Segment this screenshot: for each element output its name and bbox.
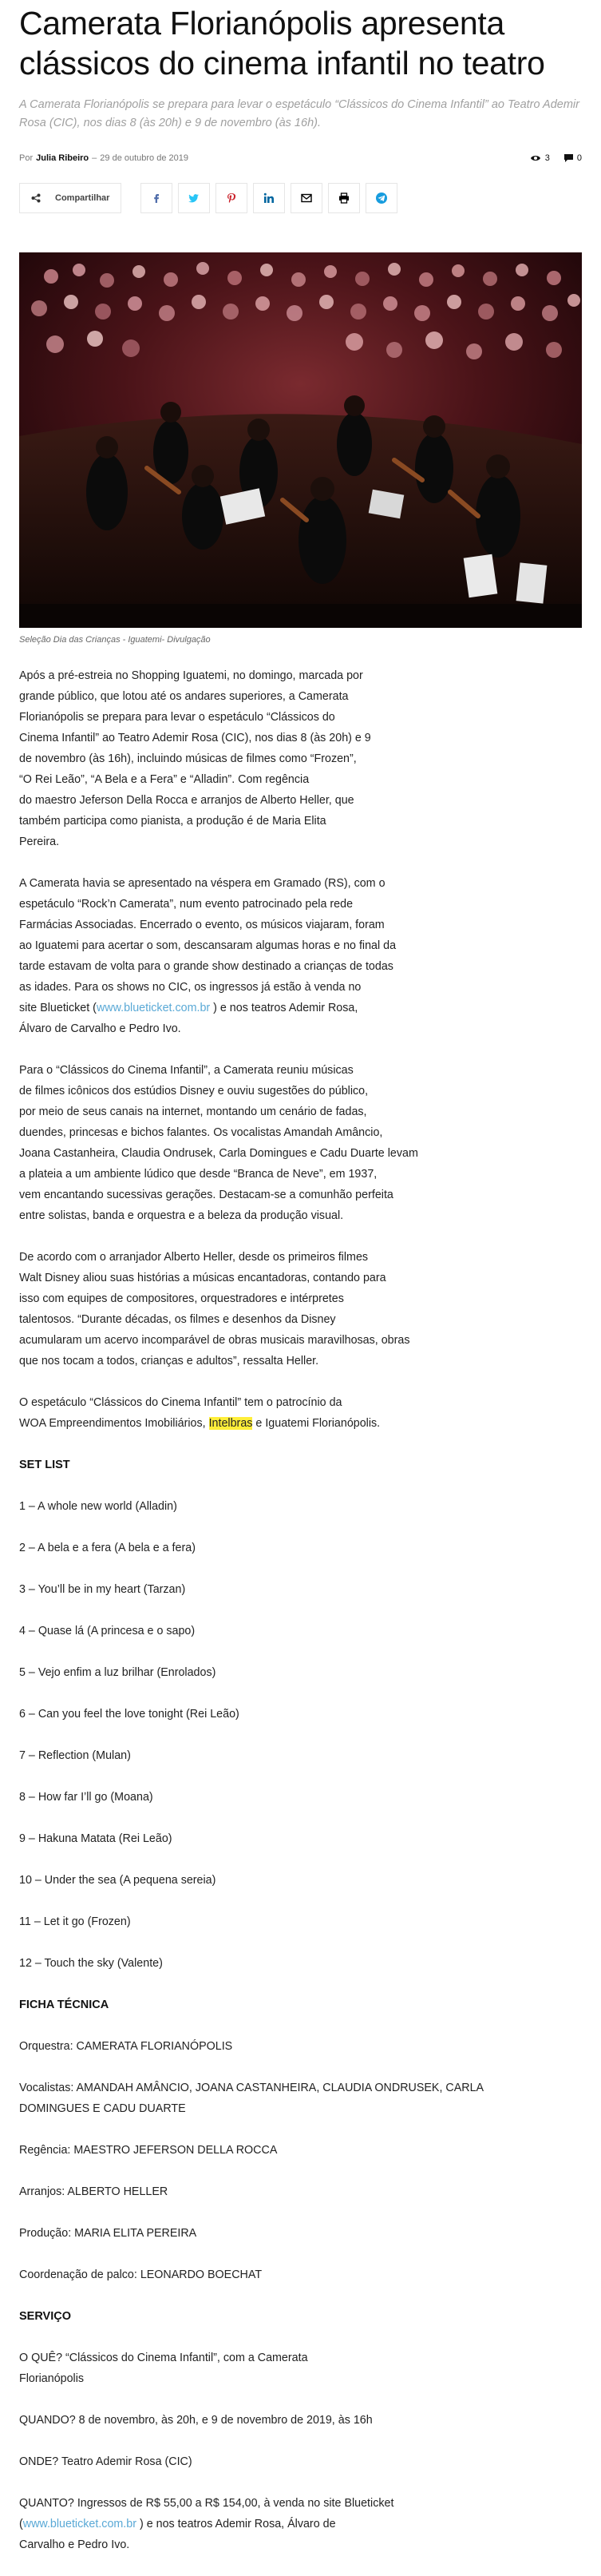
servico-heading: SERVIÇO — [19, 2310, 72, 2323]
comments-value: 0 — [576, 153, 582, 163]
text-line: que nos tocam a todos, crianças e adultos”, ressalta Heller. — [19, 1355, 319, 1367]
twitter-icon — [188, 192, 200, 204]
text-line: Após a pré-estreia no Shopping Iguatemi, no domingo, marcada por — [19, 669, 363, 682]
paragraph-4 — [19, 1247, 582, 1371]
share-bar — [19, 182, 582, 214]
share-twitter-button[interactable] — [178, 183, 210, 213]
setlist-item: 6 – Can you feel the love tonight (Rei Leão) — [19, 1708, 239, 1721]
text-line: ao Iguatemi para acertar o som, descansaram algumas horas e no final da — [19, 939, 397, 952]
text-line: Florianópolis se prepara para levar o espetáculo “Clássicos do — [19, 711, 335, 724]
hero-caption: Seleção Dia das Crianças - Iguatemi- Divulgação — [19, 635, 211, 645]
blueticket-link[interactable]: www.blueticket.com.br — [22, 2518, 136, 2530]
servico-item: ONDE? Teatro Ademir Rosa (CIC) — [19, 2455, 192, 2468]
ficha-item: Coordenação de palco: LEONARDO BOECHAT — [19, 2268, 263, 2281]
setlist-heading: SET LIST — [19, 1459, 70, 1471]
text-line: Pereira. — [19, 836, 60, 848]
sponsor-text-post: e Iguatemi Florianópolis. — [252, 1417, 381, 1430]
paragraph-5 — [19, 1392, 582, 1434]
text-line — [19, 2514, 582, 2534]
text-line: Farmácias Associadas. Encerrado o evento, os músicos viajaram, foram — [19, 919, 385, 931]
setlist-item: 8 – How far I’ll go (Moana) — [19, 1791, 153, 1804]
intelbras-highlight: Intelbras — [208, 1417, 253, 1430]
telegram-icon — [375, 192, 388, 204]
ficha-item: Regência: MAESTRO JEFERSON DELLA ROCCA — [19, 2144, 278, 2157]
share-telegram-button[interactable] — [366, 183, 397, 213]
text-line: a plateia a um ambiente lúdico que desde “Branca de Neve”, em 1937, — [19, 1168, 378, 1181]
text-line: O espetáculo “Clássicos do Cinema Infantil” tem o patrocínio da — [19, 1396, 342, 1409]
text-line: talentosos. “Durante décadas, os filmes e desenhos da Disney — [19, 1313, 336, 1326]
text-line: A Camerata havia se apresentado na véspera em Gramado (RS), com o — [19, 877, 386, 890]
servico-item: QUANDO? 8 de novembro, às 20h, e 9 de novembro de 2019, às 16h — [19, 2414, 373, 2427]
text-line: duendes, princesas e bichos falantes. Os vocalistas Amandah Amâncio, — [19, 1126, 383, 1139]
text-line: espetáculo “Rock’n Camerata”, num evento patrocinado pela rede — [19, 898, 354, 911]
text-line: por meio de seus canais na internet, montando um cenário de fadas, — [19, 1105, 367, 1118]
ficha-item: Orquestra: CAMERATA FLORIANÓPOLIS — [19, 2040, 233, 2053]
text-line: Cinema Infantil” ao Teatro Ademir Rosa (CIC), nos dias 8 (às 20h) e 9 — [19, 732, 371, 744]
paragraph-3 — [19, 1060, 582, 1226]
text-line: Florianópolis — [19, 2372, 85, 2385]
setlist-item: 2 – A bela e a fera (A bela e a fera) — [19, 1542, 196, 1554]
share-button[interactable] — [19, 183, 121, 213]
share-email-button[interactable] — [291, 183, 322, 213]
site-text: site Blueticket ( — [19, 1002, 97, 1014]
text-line: Álvaro de Carvalho e Pedro Ivo. — [19, 1022, 181, 1035]
linkedin-icon — [263, 192, 275, 204]
setlist-item: 10 – Under the sea (A pequena sereia) — [19, 1874, 216, 1887]
text-line: DOMINGUES E CADU DUARTE — [19, 2102, 186, 2115]
quanto-post: ) e nos teatros Ademir Rosa, Álvaro de — [136, 2518, 336, 2530]
article-meta — [19, 149, 582, 168]
setlist-item: 12 – Touch the sky (Valente) — [19, 1957, 163, 1970]
setlist-item: 7 – Reflection (Mulan) — [19, 1749, 131, 1762]
email-icon — [300, 192, 313, 204]
article-body — [19, 665, 582, 2555]
setlist-item: 3 – You’ll be in my heart (Tarzan) — [19, 1583, 186, 1596]
ficha-list — [19, 2036, 582, 2285]
comment-icon — [564, 154, 573, 162]
quanto-pre: ( — [19, 2518, 23, 2530]
text-line: também participa como pianista, a produção é de Maria Elita — [19, 815, 326, 828]
text-line: Carvalho e Pedro Ivo. — [19, 2538, 130, 2551]
text-line: de filmes icônicos dos estúdios Disney e ouviu sugestões do público, — [19, 1085, 369, 1097]
pinterest-icon — [225, 192, 238, 204]
share-linkedin-button[interactable] — [253, 183, 285, 213]
text-line — [19, 1413, 582, 1434]
text-line: entre solistas, banda e orquestra e a beleza da produção visual. — [19, 1209, 344, 1222]
blueticket-link[interactable]: www.blueticket.com.br — [96, 1002, 211, 1014]
servico-list — [19, 2348, 582, 2555]
share-print-button[interactable] — [328, 183, 360, 213]
text-line: tarde estavam de volta para o grande show destinado a crianças de todas — [19, 960, 393, 973]
text-line: acumularam um acervo incomparável de obras musicais maravilhosas, obras — [19, 1334, 410, 1347]
paragraph-1 — [19, 665, 582, 852]
setlist-item: 4 – Quase lá (A princesa e o sapo) — [19, 1625, 196, 1637]
ficha-item — [19, 2078, 582, 2119]
article-subtitle: A Camerata Florianópolis se prepara para levar o espetáculo “Clássicos do Cinema Infantil” ao Teatro Ademir Rosa (CIC), nos dias 8 (às 20h) e 9 de novembro (às 16h). — [19, 98, 579, 129]
text-line: QUANTO? Ingressos de R$ 55,00 a R$ 154,00, à venda no site Blueticket — [19, 2497, 394, 2510]
orchestra-photo — [19, 252, 582, 628]
share-icon — [31, 193, 41, 203]
text-line: do maestro Jeferson Della Rocca e arranjos de Alberto Heller, que — [19, 794, 354, 807]
text-line: Para o “Clássicos do Cinema Infantil”, a Camerata reuniu músicas — [19, 1064, 354, 1077]
comments-count[interactable] — [564, 153, 582, 163]
publish-date: 29 de outubro de 2019 — [100, 153, 188, 163]
setlist-item: 9 – Hakuna Matata (Rei Leão) — [19, 1832, 172, 1845]
paragraph-2 — [19, 873, 582, 1039]
text-line: isso com equipes de compositores, orquestradores e intérpretes — [19, 1292, 344, 1305]
article-stats — [530, 153, 582, 163]
servico-item — [19, 2348, 582, 2389]
share-pinterest-button[interactable] — [215, 183, 247, 213]
text-line: De acordo com o arranjador Alberto Heller, desde os primeiros filmes — [19, 1251, 369, 1264]
text-line: O QUÊ? “Clássicos do Cinema Infantil”, com a Camerata — [19, 2352, 308, 2364]
text-line — [19, 998, 582, 1018]
site-text-post: ) e nos teatros Ademir Rosa, — [210, 1002, 358, 1014]
sponsor-text: WOA Empreendimentos Imobiliários, — [19, 1417, 209, 1430]
ficha-heading: FICHA TÉCNICA — [19, 1998, 109, 2011]
text-line: de novembro (às 16h), incluindo músicas de filmes como “Frozen”, — [19, 752, 357, 765]
hero-image — [19, 252, 582, 628]
views-value: 3 — [544, 153, 550, 163]
by-label: Por — [19, 153, 34, 163]
text-line: vem encantando sucessivas gerações. Destacam-se a comunhão perfeita — [19, 1189, 393, 1201]
text-line: Joana Castanheira, Claudia Ondrusek, Carla Domingues e Cadu Duarte levam — [19, 1147, 418, 1160]
author-link[interactable]: Julia Ribeiro — [36, 153, 89, 163]
setlist-item: 5 – Vejo enfim a luz brilhar (Enrolados) — [19, 1666, 216, 1679]
servico-item — [19, 2493, 582, 2555]
date-separator: – — [92, 153, 97, 163]
byline — [19, 153, 188, 163]
setlist — [19, 1496, 582, 1974]
facebook-icon — [150, 192, 163, 204]
eye-icon — [530, 154, 541, 162]
setlist-item: 11 – Let it go (Frozen) — [19, 1915, 131, 1928]
views-count — [530, 153, 550, 163]
text-line: grande público, que lotou até os andares superiores, a Camerata — [19, 690, 349, 703]
print-icon — [338, 192, 350, 204]
text-line: Vocalistas: AMANDAH AMÂNCIO, JOANA CASTANHEIRA, CLAUDIA ONDRUSEK, CARLA — [19, 2082, 484, 2094]
share-label: Compartilhar — [55, 193, 110, 203]
article-title: Camerata Florianópolis apresenta clássicos do cinema infantil no teatro — [19, 5, 545, 81]
ficha-item: Arranjos: ALBERTO HELLER — [19, 2185, 168, 2198]
ficha-item: Produção: MARIA ELITA PEREIRA — [19, 2227, 197, 2240]
text-line: Walt Disney aliou suas histórias a músicas encantadoras, contando para — [19, 1272, 386, 1284]
share-facebook-button[interactable] — [140, 183, 172, 213]
text-line: as idades. Para os shows no CIC, os ingressos já estão à venda no — [19, 981, 362, 994]
setlist-item: 1 – A whole new world (Alladin) — [19, 1500, 177, 1513]
text-line: “O Rei Leão”, “A Bela e a Fera” e “Alladin”. Com regência — [19, 773, 310, 786]
